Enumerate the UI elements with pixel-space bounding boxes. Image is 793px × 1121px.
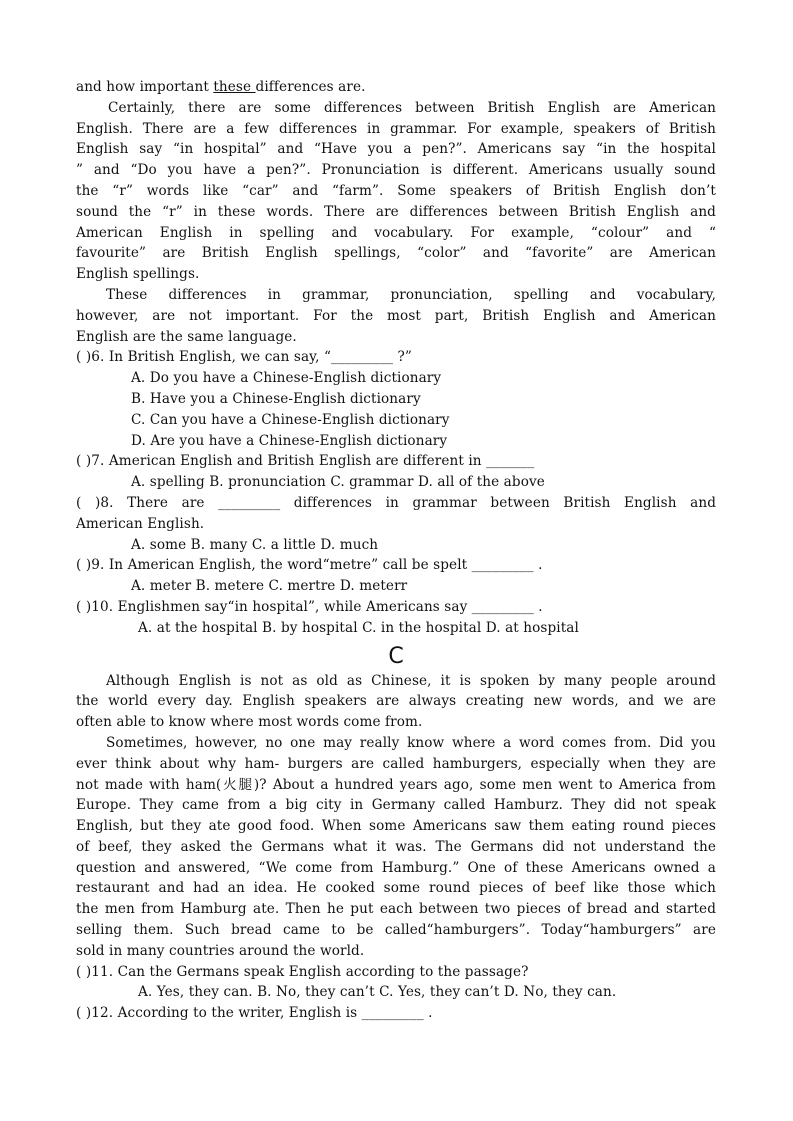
section-c-para2-line: English, but they ate good food. When some Americans saw them eating round pieces — [76, 818, 716, 835]
section-c-para2-line: Europe. They came from a big city in Germany called Hamburz. They did not speak — [76, 797, 716, 814]
text-fragment: and how important — [76, 79, 214, 95]
passage-b-para1-line: sound the “r” in these words. There are differences between British English and — [76, 203, 716, 220]
question-6-option: B. Have you a Chinese-English dictionary — [131, 390, 421, 407]
question-10: ( )10. Englishmen say“in hospital”, while Americans say _________ . — [76, 598, 543, 615]
passage-b-para1-line: English say “in hospital” and “Have you a pen?”. Americans say “in the hospital — [76, 141, 716, 158]
question-11-options: A. Yes, they can. B. No, they can’t C. Yes, they can’t D. No, they can. — [138, 984, 617, 1001]
question-6-option: A. Do you have a Chinese-English dictionary — [131, 370, 442, 387]
section-c-para2-line: the men from Hamburg ate. Then he put each between two pieces of bread and started — [76, 901, 716, 918]
question-11: ( )11. Can the Germans speak English according to the passage? — [76, 963, 529, 980]
passage-b-para1-line: English. There are a few differences in grammar. For example, speakers of British — [76, 120, 716, 137]
section-c-para2-line: ever think about why ham- burgers are called hamburgers, especially when they are — [76, 755, 716, 772]
section-c-para2-line: selling them. Such bread came to be called“hamburgers”. Today“hamburgers” are — [76, 922, 716, 939]
text-fragment: differences are. — [255, 79, 366, 95]
passage-b-para1-line: favourite” are British English spellings, “color” and “favorite” are American — [76, 245, 716, 262]
passage-b-line — [76, 77, 716, 98]
section-c-title: C — [388, 643, 404, 669]
question-6-option: C. Can you have a Chinese-English dictionary — [131, 411, 450, 428]
section-c-para2-line: Sometimes, however, no one may really know where a word comes from. Did you — [106, 734, 716, 751]
passage-b-para1-line: ” and “Do you have a pen?”. Pronunciation is different. Americans usually sound — [76, 162, 716, 179]
question-10-options: A. at the hospital B. by hospital C. in the hospital D. at hospital — [138, 619, 579, 636]
section-c-para1-line: Although English is not as old as Chinese, it is spoken by many people around — [106, 672, 716, 689]
question-8-continued: American English. — [76, 515, 205, 532]
passage-b-para2-line: however, are not important. For the most part, British English and American — [76, 307, 716, 324]
section-c-para2-line: sold in many countries around the world. — [76, 942, 365, 959]
section-c-para1-line: often able to know where most words come from. — [76, 714, 423, 731]
question-9-options: A. meter B. metere C. mertre D. meterr — [131, 578, 408, 595]
question-6-option: D. Are you have a Chinese-English dictionary — [131, 432, 448, 449]
question-12: ( )12. According to the writer, English is _________ . — [76, 1005, 433, 1022]
section-c-para2-line: of beef, they asked the Germans what it was. The Germans did not understand the — [76, 838, 716, 855]
question-7: ( )7. American English and British English are different in _______ — [76, 453, 535, 470]
section-c-para2-line: not made with ham(火腿)? About a hundred years ago, some men went to America from — [76, 776, 716, 793]
passage-b-para1-line: American English in spelling and vocabulary. For example, “colour” and “ — [76, 224, 716, 241]
section-c-para2-line: restaurant and had an idea. He cooked some round pieces of beef like those which — [76, 880, 716, 897]
section-c-para2-line: question and answered, “We come from Hamburg.” One of these Americans owned a — [76, 859, 716, 876]
question-9: ( )9. In American English, the word“metre” call be spelt _________ . — [76, 557, 543, 574]
question-8: ( )8. There are _________ differences in grammar between British English and — [76, 494, 716, 511]
passage-b-para1-line: Certainly, there are some differences between British English are American — [108, 99, 716, 116]
passage-b-para1-line: English spellings. — [76, 266, 200, 283]
question-7-options: A. spelling B. pronunciation C. grammar D. all of the above — [131, 474, 545, 491]
question-6: ( )6. In British English, we can say, “_________ ?” — [76, 349, 412, 366]
passage-b-para1-line: the “r” words like “car” and “farm”. Some speakers of British English don’t — [76, 182, 716, 199]
underlined-word: these — [213, 79, 256, 95]
section-c-para1-line: the world every day. English speakers are always creating new words, and we are — [76, 693, 716, 710]
document-page — [76, 77, 716, 1024]
question-8-options: A. some B. many C. a little D. much — [131, 536, 379, 553]
passage-b-para2-line: English are the same language. — [76, 328, 297, 345]
passage-b-para2-line: These differences in grammar, pronunciation, spelling and vocabulary, — [106, 286, 716, 303]
